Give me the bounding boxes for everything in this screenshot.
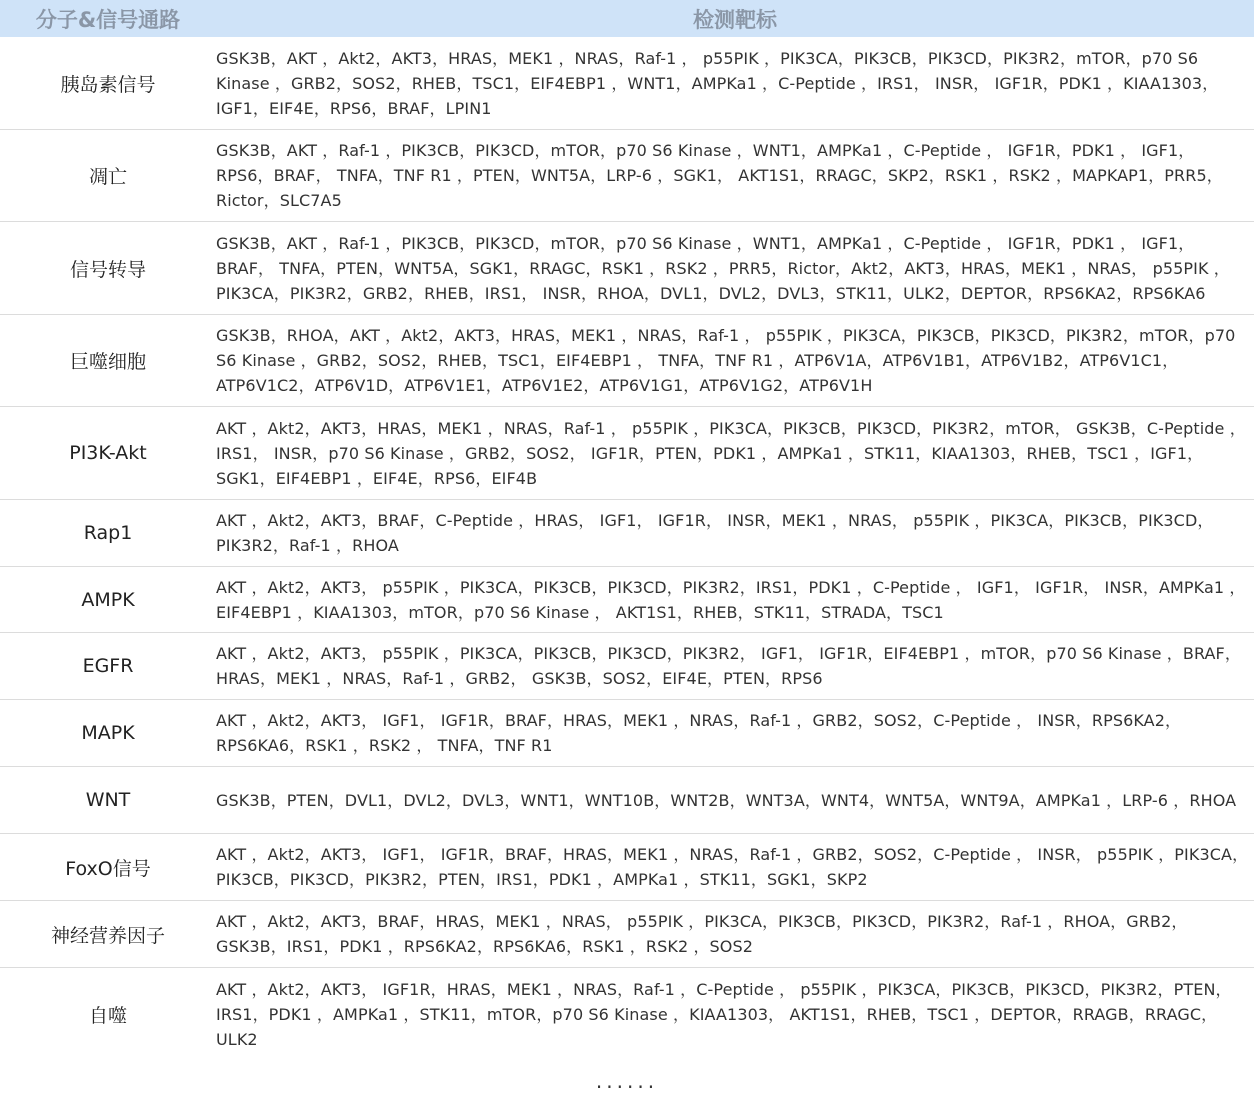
table-row — [0, 700, 1254, 767]
pathway-targets: AKT ，Akt2，AKT3，BRAF，C-Peptide ，HRAS， IGF1， IGF1R， INSR，MEK1 ，NRAS， p55PIK ，PIK3CA，PIK3CB，PIK3CD，PIK3R2，Raf-1 ，RHOA — [216, 511, 1214, 555]
header-pathway: 分子&信号通路 — [35, 7, 181, 32]
pathway-name: 胰岛素信号 — [60, 73, 156, 96]
more-indicator: ...... — [595, 1069, 659, 1093]
pathway-name: FoxO信号 — [65, 857, 151, 880]
pathway-targets: AKT ，Akt2，AKT3，HRAS，MEK1 ，NRAS，Raf-1 ， p55PIK ，PIK3CA，PIK3CB，PIK3CD，PIK3R2，mTOR， GSK3B，C-Peptide ，IRS1， INSR，p70 S6 Kinase ，GRB2，SOS2， IGF1R，PTEN，PDK1 ，AMPKa1 ，STK11，KIAA1303，RHEB，TSC1 ，IGF1，SGK1，EIF4EBP1 ，EIF4E，RPS6，EIF4B — [216, 418, 1246, 488]
table-row — [0, 834, 1254, 901]
pathway-name: Rap1 — [83, 522, 133, 544]
table-row — [0, 767, 1254, 834]
table-row — [0, 130, 1254, 222]
pathway-targets: GSK3B，RHOA，AKT ，Akt2，AKT3，HRAS，MEK1 ，NRAS，Raf-1 ， p55PIK ，PIK3CA，PIK3CB，PIK3CD，PIK3R2，mTOR，p70 S6 Kinase ，GRB2，SOS2，RHEB，TSC1，EIF4EBP1 ， TNFA，TNF R1 ，ATP6V1A，ATP6V1B1，ATP6V1B2，ATP6V1C1，ATP6V1C2，ATP6V1D，ATP6V1E1，ATP6V1E2，ATP6V1G1，ATP6V1G2，ATP6V1H — [216, 326, 1236, 395]
table-row — [0, 222, 1254, 315]
table-row — [0, 567, 1254, 633]
pathway-name: 凋亡 — [88, 166, 127, 188]
pathway-name: PI3K-Akt — [69, 442, 147, 464]
table-row — [0, 37, 1254, 130]
table-header — [0, 0, 1254, 37]
pathway-name: EGFR — [82, 655, 134, 677]
pathway-name: 巨噬细胞 — [69, 351, 146, 373]
pathway-name: 神经营养因子 — [50, 924, 165, 947]
pathway-name: AMPK — [81, 588, 135, 611]
pathway-name: WNT — [85, 789, 131, 811]
pathway-targets: AKT ，Akt2，AKT3， IGF1， IGF1R，BRAF，HRAS，MEK1 ，NRAS，Raf-1 ，GRB2，SOS2，C-Peptide ， INSR， p55PIK ，PIK3CA，PIK3CB，PIK3CD，PIK3R2，PTEN，IRS1，PDK1 ，AMPKa1 ，STK11，SGK1，SKP2 — [216, 845, 1249, 889]
pathway-targets: GSK3B，AKT ，Raf-1 ，PIK3CB，PIK3CD，mTOR，p70 S6 Kinase ，WNT1，AMPKa1 ，C-Peptide ， IGF1R，PDK1 ， IGF1，BRAF， TNFA，PTEN，WNT5A，SGK1，RRAGC，RSK1 ，RSK2 ，PRR5，Rictor，Akt2，AKT3，HRAS，MEK1 ，NRAS， p55PIK ，PIK3CA，PIK3R2，GRB2，RHEB，IRS1， INSR，RHOA，DVL1，DVL2，DVL3，STK11，ULK2，DEPTOR，RPS6KA2，RPS6KA6 — [216, 233, 1230, 303]
pathway-targets: GSK3B，PTEN，DVL1，DVL2，DVL3，WNT1，WNT10B，WNT2B，WNT3A，WNT4，WNT5A，WNT9A，AMPKa1 ，LRP-6 ，RHOA — [216, 790, 1237, 810]
pathway-name: 信号转导 — [69, 258, 146, 281]
table-row — [0, 968, 1254, 1061]
table-row — [0, 633, 1254, 700]
pathway-targets: GSK3B，AKT ，Akt2，AKT3，HRAS，MEK1 ，NRAS，Raf-1 ， p55PIK ，PIK3CA，PIK3CB，PIK3CD，PIK3R2，mTOR，p70 S6 Kinase ，GRB2，SOS2，RHEB，TSC1，EIF4EBP1 ，WNT1，AMPKa1 ，C-Peptide ，IRS1， INSR， IGF1R，PDK1 ，KIAA1303， IGF1，EIF4E，RPS6，BRAF，LPIN1 — [216, 48, 1219, 118]
header-targets: 检测靶标 — [693, 7, 777, 32]
pathway-targets: AKT ，Akt2，AKT3， IGF1R，HRAS，MEK1 ，NRAS，Raf-1 ，C-Peptide ， p55PIK ，PIK3CA，PIK3CB，PIK3CD，PIK3R2，PTEN，IRS1，PDK1 ，AMPKa1 ，STK11，mTOR，p70 S6 Kinase ，KIAA1303， AKT1S1，RHEB，TSC1 ，DEPTOR，RRAGB，RRAGC，ULK2 — [216, 980, 1232, 1049]
table-row — [0, 500, 1254, 567]
pathway-targets: AKT ，Akt2，AKT3，BRAF，HRAS，MEK1 ，NRAS， p55PIK ，PIK3CA，PIK3CB，PIK3CD，PIK3R2，Raf-1 ，RHOA，GRB2，GSK3B，IRS1，PDK1 ，RPS6KA2，RPS6KA6，RSK1 ，RSK2 ，SOS2 — [216, 912, 1188, 956]
table-row — [0, 407, 1254, 500]
pathway-targets: AKT ，Akt2，AKT3， p55PIK ，PIK3CA，PIK3CB，PIK3CD，PIK3R2， IGF1， IGF1R，EIF4EBP1 ，mTOR，p70 S6 Kinase ，BRAF，HRAS，MEK1 ，NRAS，Raf-1 ，GRB2， GSK3B，SOS2，EIF4E，PTEN，RPS6 — [216, 644, 1241, 688]
pathway-name: 自噬 — [88, 1005, 127, 1027]
pathway-targets: AKT ，Akt2，AKT3， p55PIK ，PIK3CA，PIK3CB，PIK3CD，PIK3R2，IRS1，PDK1 ，C-Peptide ， IGF1， IGF1R， INSR，AMPKa1 ，EIF4EBP1 ，KIAA1303，mTOR，p70 S6 Kinase ， AKT1S1，RHEB，STK11，STRADA，TSC1 — [216, 577, 1246, 622]
pathway-name: MAPK — [81, 722, 135, 744]
pathway-targets: AKT ，Akt2，AKT3， IGF1， IGF1R，BRAF，HRAS，MEK1 ，NRAS，Raf-1 ，GRB2，SOS2，C-Peptide ， INSR，RPS6KA2，RPS6KA6，RSK1 ，RSK2 ， TNFA，TNF R1 — [216, 711, 1182, 755]
table-row — [0, 315, 1254, 407]
pathway-targets: GSK3B，AKT ，Raf-1 ，PIK3CB，PIK3CD，mTOR，p70 S6 Kinase ，WNT1，AMPKa1 ，C-Peptide ， IGF1R，PDK1 ， IGF1，RPS6，BRAF， TNFA，TNF R1 ，PTEN，WNT5A，LRP-6 ，SGK1， AKT1S1，RRAGC，SKP2，RSK1 ，RSK2 ，MAPKAP1，PRR5，Rictor，SLC7A5 — [216, 141, 1223, 210]
table-row — [0, 901, 1254, 968]
